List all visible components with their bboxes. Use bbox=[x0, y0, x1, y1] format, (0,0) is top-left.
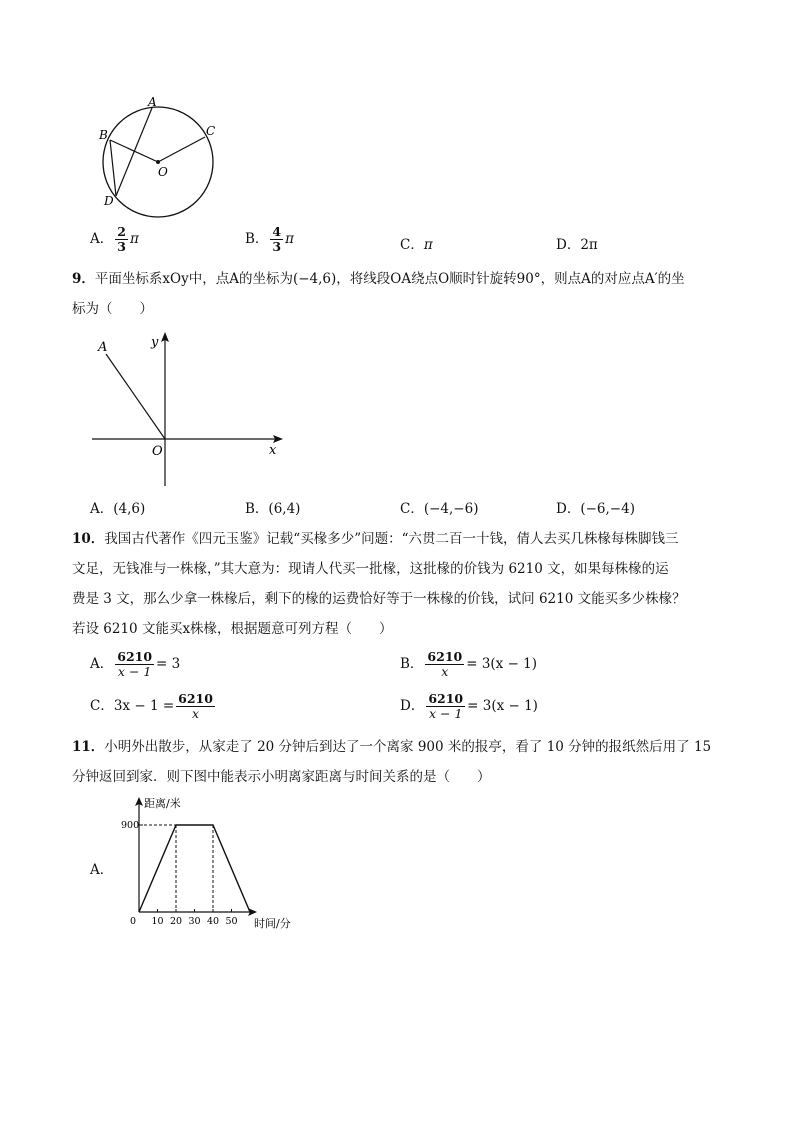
q9-coordinate-figure bbox=[88, 328, 288, 490]
q10-stem bbox=[72, 524, 732, 644]
label-c: C bbox=[206, 124, 216, 138]
fraction: $\frac{6210}{x}$ bbox=[427, 649, 463, 679]
q11-stem bbox=[72, 732, 732, 792]
q11-line1: 小明外出散步，从家走了 20 分钟后到达了一个离家 900 米的报亭，看了 10 分钟的报纸然后用了 15 bbox=[104, 739, 712, 755]
q9-option-c[interactable]: C．(−4,−6) bbox=[400, 501, 479, 517]
q11-option-a-letter[interactable]: A． bbox=[90, 862, 114, 878]
center-dot bbox=[156, 160, 160, 164]
y-axis-label: 距离/米 bbox=[144, 797, 181, 810]
label-x: x bbox=[269, 443, 277, 458]
option-letter: A． bbox=[90, 231, 114, 247]
q8-circle-figure bbox=[90, 90, 230, 220]
x-tick-label: 0 bbox=[130, 916, 137, 927]
label-b: B bbox=[99, 128, 108, 142]
segment-co bbox=[158, 137, 205, 162]
q10-option-b[interactable]: B． $\frac{6210}{x}$ = 3(x − 1) bbox=[400, 649, 538, 679]
option-letter: B． bbox=[400, 656, 424, 672]
q8-option-c[interactable]: C．π bbox=[400, 237, 433, 253]
label-o: O bbox=[158, 165, 168, 179]
fraction: $\frac{6210}{x}$ bbox=[178, 691, 213, 721]
q9-option-a[interactable]: A．(4,6) bbox=[90, 501, 146, 517]
question-number: 10． bbox=[72, 531, 105, 547]
option-letter: B． bbox=[245, 501, 269, 517]
x-tick-label: 40 bbox=[207, 916, 220, 927]
option-letter: D． bbox=[556, 237, 581, 253]
label-y: y bbox=[151, 335, 159, 350]
fraction: $\frac{2}{3}$ bbox=[117, 224, 126, 254]
pi-symbol: π bbox=[285, 231, 294, 247]
x-tick-label: 30 bbox=[188, 916, 201, 927]
option-letter: C． bbox=[400, 501, 424, 517]
label-o: O bbox=[152, 444, 163, 459]
y-tick-label: 900 bbox=[121, 820, 140, 831]
option-letter: D． bbox=[556, 501, 581, 517]
label-a: A bbox=[148, 95, 157, 109]
label-d: D bbox=[104, 194, 114, 208]
label-a: A bbox=[98, 340, 108, 355]
q8-option-d[interactable]: D．2π bbox=[556, 237, 598, 253]
q10-option-c[interactable]: C．3x − 1 = $\frac{6210}{x}$ bbox=[90, 691, 213, 721]
q9-stem bbox=[72, 264, 732, 324]
segment-oa bbox=[106, 354, 165, 439]
option-letter: C． bbox=[400, 237, 424, 253]
x-tick-label: 10 bbox=[151, 916, 164, 927]
segment-bd bbox=[110, 140, 116, 196]
option-letter: B． bbox=[245, 231, 269, 247]
option-letter: A． bbox=[90, 501, 114, 517]
q11-distance-time-chart bbox=[120, 790, 310, 935]
q11-line2: 分钟返回到家．则下图中能表示小明离家距离与时间关系的是（ ） bbox=[72, 769, 491, 785]
x-axis-label: 时间/分 bbox=[254, 917, 291, 930]
q10-line2: 文足，无钱准与一株椽，”其大意为：现请人代买一批椽，这批椽的价钱为 6210 文，如果每株椽的运 bbox=[72, 561, 669, 577]
pi-symbol: π bbox=[129, 231, 139, 247]
q10-option-d[interactable]: D． $\frac{6210}{x - 1}$ = 3(x − 1) bbox=[400, 691, 538, 721]
x-tick-label: 50 bbox=[225, 916, 238, 927]
distance-line bbox=[139, 825, 250, 912]
q10-line1: 我国古代著作《四元玉鉴》记载“买椽多少”问题：“六贯二百一十钱，倩人去买几株椽每株脚钱三 bbox=[104, 531, 679, 547]
fraction: $\frac{4}{3}$ bbox=[272, 224, 282, 254]
q9-line1: 平面坐标系xOy中，点A的坐标为(−4,6)，将线段OA绕点O顺时针旋转90°，则点A的对应点A′的坐 bbox=[94, 271, 685, 287]
x-tick-label: 20 bbox=[170, 916, 183, 927]
q10-option-a[interactable]: A． $\frac{6210}{x - 1}$ = 3 bbox=[90, 649, 181, 679]
segment-bo bbox=[110, 140, 158, 162]
q9-option-b[interactable]: B．(6,4) bbox=[245, 501, 301, 517]
question-number: 11． bbox=[72, 739, 105, 755]
fraction: $\frac{6210}{x - 1}$ bbox=[117, 649, 153, 679]
q9-line2: 标为（ ） bbox=[72, 301, 153, 317]
q9-option-d[interactable]: D．(−6,−4) bbox=[556, 501, 635, 517]
question-number: 9． bbox=[72, 271, 95, 287]
option-letter: C． bbox=[90, 698, 114, 714]
fraction: $\frac{6210}{x - 1}$ bbox=[428, 691, 464, 721]
option-letter: A． bbox=[90, 656, 114, 672]
option-letter: D． bbox=[400, 698, 425, 714]
q8-option-b[interactable] bbox=[245, 225, 294, 254]
q8-option-a[interactable] bbox=[90, 225, 139, 254]
q10-line4: 若设 6210 文能买x株椽，根据题意可列方程（ ） bbox=[72, 621, 393, 637]
q10-line3: 费是 3 文，那么少拿一株椽后，剩下的椽的运费恰好等于一株椽的价钱，试问 6210 文能买多少株椽？ bbox=[72, 591, 686, 607]
